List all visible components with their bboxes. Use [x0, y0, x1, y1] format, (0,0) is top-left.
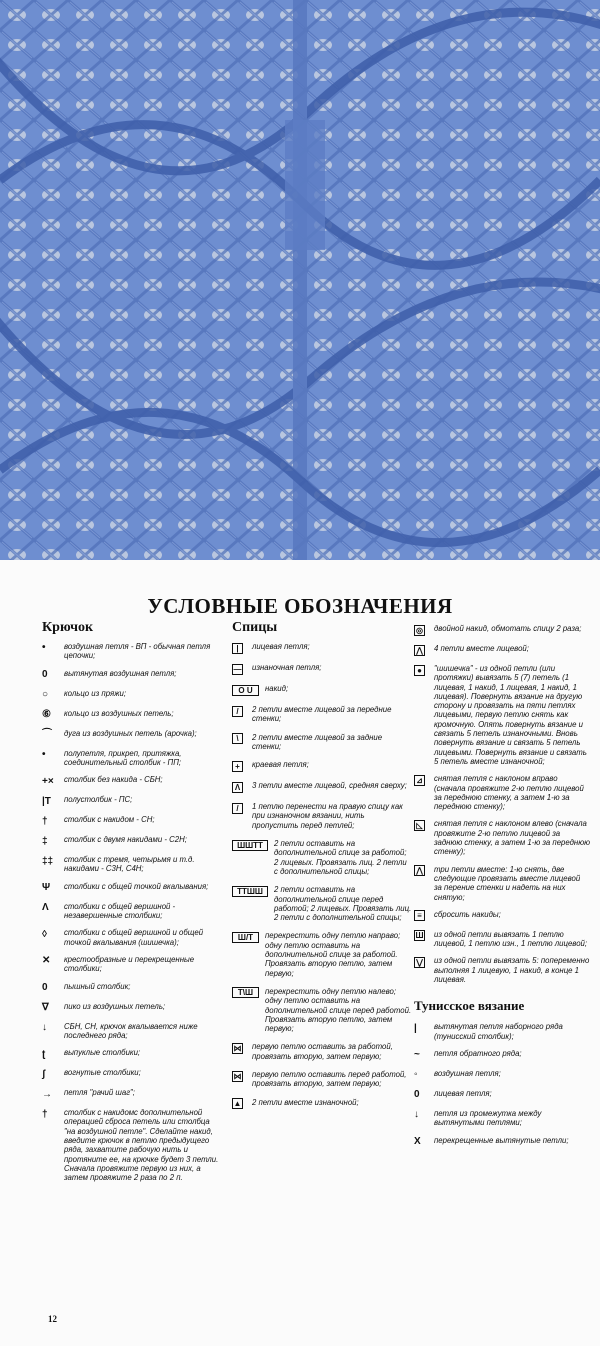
- slip-stitch-icon: •: [42, 748, 46, 760]
- legend-item-text: снятая петля с наклоном вправо (сначала провяжите 2-ю петлю лицевой за переднюю стенку, а затем 1-ю за переднюю стенку);: [434, 774, 584, 812]
- front-post-icon: ʈ: [42, 1048, 46, 1060]
- legend-item: [42, 982, 220, 994]
- needles-column: [232, 620, 412, 1119]
- legend-item-text: столбики с общей вершиной и общей точкой вкалывания (шишечка);: [64, 928, 204, 947]
- legend-item-text: три петли вместе: 1-ю снять, две следующие провязать вместе лицевой за перение стенки и надеть на них снятую;: [434, 864, 581, 902]
- between-loops-icon: ↓: [414, 1109, 419, 1121]
- legend-item-text: из одной петли вывязать 1 петлю лицевой, 1 петлю изн., 1 петлю лицевой;: [434, 929, 588, 949]
- k2tog-icon: /: [232, 705, 252, 717]
- legend-item-text: "шишечка" - из одной петли (или протяжки) вывязать 5 (7) петель (1 лицевая, 1 накид, 1 лицевая, 1 накид, 1 лицевая). Повернуть вязание на другую сторону и провязать на пяти петлях лицевыми, первую петлю снять как кромочную. Опять повернуть вязание и связать 5 петель изнаночными. Вновь повернуть вязание и связать 5 петель лицевыми. Повернуть вязание и связать 5 петель вместе изнаночной;: [434, 664, 587, 766]
- p2tog-icon: ▲: [233, 1099, 242, 1109]
- legend-item-text: вытянутая петля наборного ряда (тунисский столбик);: [434, 1022, 563, 1041]
- legend-item: [232, 802, 412, 830]
- legend-item: [232, 760, 412, 772]
- tks-icon: 0: [414, 1089, 420, 1101]
- legend-item-text: 2 петли вместе лицевой за передние стенки;: [252, 705, 392, 724]
- multi-yo-icon: ‡‡: [42, 855, 54, 867]
- foundation-dc-icon: †: [42, 1108, 48, 1120]
- crossed-loops-icon: X: [414, 1135, 421, 1147]
- tunisian-heading: Тунисское вязание: [414, 998, 525, 1014]
- legend-item-text: воздушная петля;: [434, 1068, 501, 1078]
- legend-item-text: кольцо из воздушных петель;: [64, 708, 174, 718]
- k1p1k1-icon: Ш: [415, 931, 424, 941]
- legend-item-text: первую петлю оставить за работой, провязать вторую, затем первую;: [252, 1042, 393, 1061]
- cable-front-icon: ТТШШ: [232, 885, 274, 897]
- legend-item: [414, 1069, 590, 1081]
- legend-item-text: накид;: [265, 684, 289, 693]
- legend-item: [232, 931, 412, 977]
- k2tog-back-icon: \: [232, 733, 252, 745]
- legend-item: [414, 1049, 590, 1061]
- legend-item-text: перекрещенные вытянутые петли;: [434, 1135, 569, 1145]
- legend-item-text: выпуклые столбики;: [64, 1048, 141, 1058]
- crochet-column: [42, 620, 220, 1191]
- legend-item-text: вогнутые столбики;: [64, 1068, 141, 1078]
- k5-from-one-icon: ⋁: [414, 956, 434, 968]
- legend-item: [232, 1042, 412, 1061]
- knit-texture-image: [0, 0, 600, 560]
- legend-item-text: 2 петли вместе лицевой за задние стенки;: [252, 732, 383, 751]
- dc-icon: †: [42, 815, 48, 827]
- tunisian-list: [414, 1022, 590, 1147]
- legend-item-text: вытянутая воздушная петля;: [64, 668, 177, 678]
- legend-item-text: 2 петли оставить на дополнительной спице перед работой; 2 лицевых. Провязать лиц. 2 петли с дополнительной спицы;: [274, 885, 412, 923]
- bobble-knit-icon: ●: [414, 664, 434, 676]
- legend-item: [232, 885, 412, 922]
- legend-item: [42, 1022, 220, 1041]
- tss-icon: |: [414, 1022, 417, 1034]
- legend-item-text: крестообразные и перекрещенные столбики;: [64, 954, 195, 974]
- crochet-heading: Крючок: [42, 620, 94, 635]
- legend-item: [232, 733, 412, 752]
- legend-item-text: кольцо из пряжи;: [64, 688, 127, 698]
- legend-item: [232, 1098, 412, 1110]
- double-yo-icon: ◎: [414, 624, 434, 636]
- legend-item-text: двойной накид, обмотать спицу 2 раза;: [434, 624, 582, 633]
- legend-item-text: 3 петли вместе лицевой, средняя сверху;: [252, 781, 407, 791]
- cable-back-icon: ШШТТ: [232, 839, 274, 851]
- k3tog-icon: Λ: [232, 781, 252, 793]
- crossed-icon: ✕: [42, 955, 51, 967]
- legend-item-text: петля обратного ряда;: [434, 1048, 522, 1058]
- legend-item-text: изнаночная петля;: [252, 663, 322, 672]
- needles-heading: Спицы: [232, 620, 278, 635]
- legend-item-text: лицевая петля;: [434, 1088, 492, 1098]
- legend-item-text: полупетля, прикреп, притяжка, соединительный столбик - ПП;: [64, 748, 182, 767]
- legend-item: [414, 956, 590, 984]
- legend-item: [42, 815, 220, 827]
- puff-icon: 0: [42, 981, 48, 993]
- drop-yo-icon: ≡: [414, 910, 434, 922]
- cluster-icon: Λ: [42, 902, 49, 914]
- picot-icon: ∇: [42, 1001, 49, 1013]
- legend-item-text: снятая петля с наклоном влево (сначала провяжите 2-ю петлю лицевой за заднюю стенку, а затем 1-ю за переднюю стенку);: [434, 819, 590, 857]
- legend-item: [232, 642, 412, 654]
- legend-item-text: полустолбик - ПС;: [64, 795, 133, 805]
- legend-item-text: столбик без накида - СБН;: [64, 775, 163, 785]
- loop-icon: 0: [42, 668, 48, 680]
- arc-5-icon: ⌒: [42, 728, 52, 740]
- legend-item: [232, 987, 412, 1033]
- knitted-lace-photo: [0, 0, 600, 560]
- legend-item-text: дуга из воздушных петель (арочка);: [64, 728, 197, 738]
- legend-item-text: столбик с тремя, четырьмя и т.д. накидами - С3Н, С4Н;: [64, 855, 195, 874]
- half-dc-icon: |T: [42, 795, 51, 807]
- legend-item-text: воздушная петля - ВП - обычная петля цепочки;: [64, 642, 211, 661]
- legend-item: [42, 1108, 220, 1182]
- legend-item: [42, 1088, 220, 1100]
- legend-item: [42, 855, 220, 874]
- legend-item-text: первую петлю оставить перед работой, провязать вторую, затем первую;: [252, 1070, 407, 1089]
- legend-item: [42, 669, 220, 681]
- legend-item: [232, 705, 412, 724]
- legend-item: [42, 709, 220, 721]
- legend-item-text: пышный столбик;: [64, 981, 131, 991]
- legend-item: [414, 624, 590, 636]
- purl-icon: —: [233, 664, 242, 674]
- edge-stitch-icon: +: [232, 760, 252, 772]
- legend-item-text: СБН, СН, крючок вкалывается ниже последнего ряда;: [64, 1021, 198, 1040]
- legend-item-text: столбик с накидомс дополнительной операцией сброса петель или столбца "на воздушной петле". Сделайте накид, введите крючок в петлю предыдущего ряда, захватите рабочую нить и протяните ее, на крючке будет 3 петли. Сначала провяжите первую из них, а затем провяжите 2 раза по 2 п.: [64, 1108, 219, 1183]
- legend-item-text: лицевая петля;: [252, 642, 310, 651]
- legend-item: [42, 955, 220, 974]
- legend-item-text: 2 петли вместе изнаночной;: [252, 1097, 359, 1107]
- legend-item-text: из одной петли вывязать 5: попеременно выполняя 1 лицевую, 1 накид, в конце 1 лицевая.: [434, 956, 590, 985]
- circle-6-icon: ⑥: [42, 708, 51, 720]
- legend-item-text: столбик с двумя накидами - С2Н;: [64, 835, 187, 845]
- knit-icon: |: [232, 642, 252, 654]
- fan-icon: Ψ: [42, 882, 51, 894]
- legend-item: [414, 1109, 590, 1128]
- legend-item-text: перекрестить одну петлю направо; одну петлю оставить на дополнительной спице за работой. Провязать вторую петлю, затем первую;: [265, 931, 401, 978]
- legend-item: [232, 1070, 412, 1089]
- legend-item: [42, 1048, 220, 1060]
- cross-left-icon: Т\Ш: [232, 987, 265, 999]
- ssk-right-icon: ⊿: [414, 774, 434, 786]
- legend-item: [42, 1002, 220, 1014]
- needles-list: [232, 642, 412, 1110]
- circle-icon: ○: [42, 688, 49, 700]
- plus-cross-icon: +×: [42, 775, 54, 787]
- legend-item: [414, 774, 590, 811]
- legend-item-text: 2 петли оставить на дополнительной спице за работой; 2 лицевых. Провязать лиц. 2 петли с дополнительной спицы;: [274, 839, 407, 876]
- needles-more-list: [414, 624, 590, 984]
- legend-item-text: столбики с общей вершиной - незавершенные столбики;: [64, 901, 176, 921]
- k4tog-icon: ⋀: [414, 644, 434, 656]
- legend-page: [0, 560, 600, 1346]
- legend-item-text: краевая петля;: [252, 760, 309, 770]
- legend-item-text: 4 петли вместе лицевой;: [434, 644, 529, 653]
- legend-item-text: 1 петлю перенести на правую спицу как при изнаночном вязании, нить пропустить перед петлей;: [252, 802, 403, 830]
- yarn-over-icon: O U: [232, 684, 265, 696]
- legend-item-text: перекрестить одну петлю налево; одну петлю оставить на дополнительной спице перед работой. Провязать вторую петлю, затем первую;: [265, 986, 412, 1034]
- legend-item: [42, 775, 220, 787]
- legend-item: [414, 910, 590, 922]
- legend-item-text: столбики с общей точкой вкалывания;: [64, 881, 209, 891]
- filled-dot-icon: •: [42, 642, 46, 654]
- legend-item: [42, 1068, 220, 1080]
- swap-front-icon: ⋈: [233, 1071, 242, 1081]
- legend-item: [414, 644, 590, 656]
- legend-item: [42, 882, 220, 894]
- legend-item: [42, 928, 220, 947]
- legend-item: [232, 781, 412, 793]
- legend-item-text: пико из воздушных петель;: [64, 1001, 166, 1011]
- needles-more-column: [414, 620, 590, 1156]
- return-loop-icon: ~: [414, 1049, 420, 1061]
- legend-item: [42, 689, 220, 701]
- legend-item-text: столбик с накидом - СН;: [64, 815, 155, 825]
- legend-item: [414, 1022, 590, 1041]
- cross-right-icon: Ш/Т: [232, 931, 265, 943]
- legend-item: [42, 902, 220, 921]
- legend-item: [232, 663, 412, 675]
- legend-item: [414, 664, 590, 766]
- legend-item: [414, 1136, 590, 1148]
- legend-item: [414, 819, 590, 856]
- bobble-icon: ◊: [42, 928, 47, 940]
- tr-icon: ‡: [42, 835, 48, 847]
- legend-item: [42, 642, 220, 661]
- legend-item: [42, 795, 220, 807]
- sk2po-icon: ⋀: [414, 865, 434, 877]
- ssk-left-icon: ◺: [414, 819, 434, 831]
- legend-item-text: петля "рачий шаг";: [64, 1088, 135, 1098]
- legend-item-text: сбросить накиды;: [434, 909, 501, 919]
- crab-step-icon: →: [42, 1088, 52, 1100]
- legend-item: [232, 684, 412, 696]
- legend-item: [42, 835, 220, 847]
- legend-item: [232, 839, 412, 876]
- back-post-icon: ʃ: [42, 1068, 46, 1080]
- legend-item: [414, 930, 590, 949]
- page-title: УСЛОВНЫЕ ОБОЗНАЧЕНИЯ: [147, 594, 453, 618]
- slip-icon: /: [232, 802, 252, 814]
- legend-item: [414, 865, 590, 902]
- page-number: 12: [48, 1314, 57, 1324]
- legend-item: [42, 749, 220, 768]
- spike-icon: ↓: [42, 1021, 47, 1033]
- chain-icon: ◦: [414, 1069, 418, 1081]
- legend-item: [42, 729, 220, 741]
- legend-item-text: петля из промежутка между вытянутыми петлями;: [434, 1108, 542, 1128]
- crochet-list: [42, 642, 220, 1183]
- swap-back-icon: ⋈: [233, 1043, 242, 1053]
- legend-item: [414, 1089, 590, 1101]
